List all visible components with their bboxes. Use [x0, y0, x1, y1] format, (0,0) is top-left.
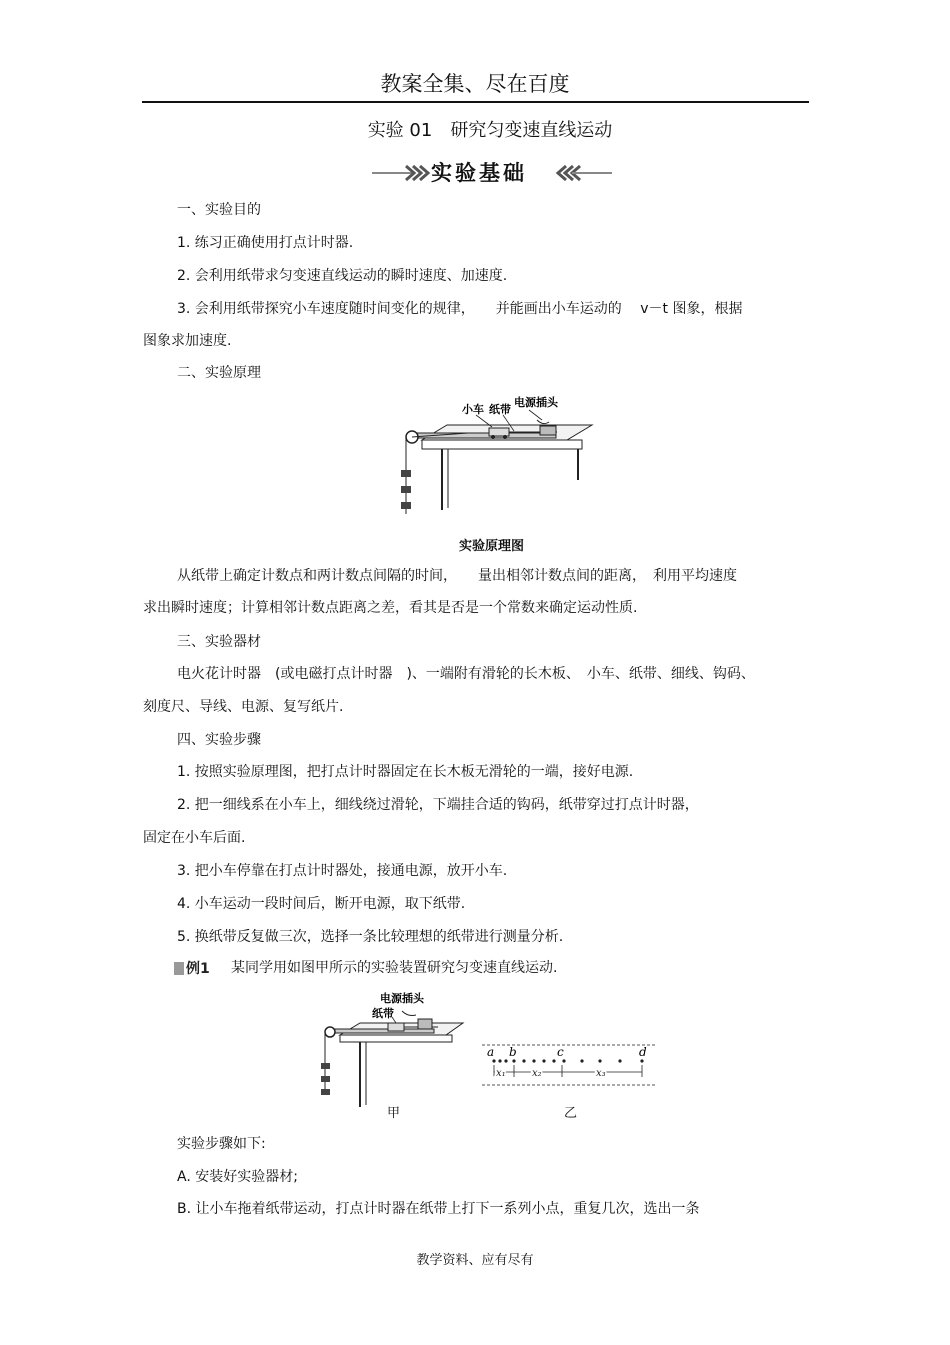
- section-heading-purpose: 一、实验目的: [177, 202, 261, 218]
- list-item: B. 让小车拖着纸带运动，打点计时器在纸带上打下一系列小点，重复几次，选出一条: [177, 1201, 700, 1217]
- figure-caption-a: 甲: [387, 1106, 401, 1121]
- section-banner-label: 实验基础: [431, 161, 527, 185]
- paragraph-line: 刻度尺、导线、电源、复写纸片.: [143, 699, 344, 715]
- list-item: 5. 换纸带反复做三次，选择一条比较理想的纸带进行测量分析.: [177, 929, 564, 945]
- list-item: 3. 会利用纸带探究小车速度随时间变化的规律， 并能画出小车运动的 v－t 图象，根据: [177, 301, 743, 317]
- figure-label-car: 小车: [462, 403, 484, 416]
- tape-point-b: b: [509, 1045, 517, 1059]
- page-footer: 教学资料、应有尽有: [416, 1253, 534, 1268]
- paragraph-line: 求出瞬时速度；计算相邻计数点距离之差，看其是否是一个常数来确定运动性质.: [143, 600, 638, 616]
- list-item: 4. 小车运动一段时间后，断开电源，取下纸带.: [177, 896, 466, 912]
- list-item-continuation: 图象求加速度.: [143, 333, 232, 349]
- section-heading-principle: 二、实验原理: [177, 365, 261, 381]
- tape-point-c: c: [557, 1045, 564, 1059]
- tape-dots-figure: [482, 1025, 662, 1095]
- figure-caption-b: 乙: [564, 1106, 578, 1121]
- figure-label-plug: 电源插头: [380, 992, 424, 1005]
- figure-label-tape: 纸带: [372, 1007, 394, 1020]
- header-rule: [142, 101, 809, 103]
- tape-segment-x3: x₃: [596, 1068, 606, 1079]
- tape-segment-x1: x₁: [496, 1068, 506, 1079]
- document-title: 实验 01 研究匀变速直线运动: [367, 120, 613, 141]
- example-marker-icon: [174, 962, 184, 975]
- figure-caption: 实验原理图: [459, 539, 525, 554]
- paragraph-line: 从纸带上确定计数点和两计数点间隔的时间， 量出相邻计数点间的距离， 利用平均速度: [177, 568, 737, 584]
- section-heading-steps: 四、实验步骤: [177, 732, 261, 748]
- list-item-continuation: 固定在小车后面.: [143, 830, 246, 846]
- example-question-text: 某同学用如图甲所示的实验装置研究匀变速直线运动.: [231, 960, 558, 976]
- tape-segment-x2: x₂: [532, 1068, 542, 1079]
- tape-point-a: a: [487, 1045, 495, 1059]
- steps-intro: 实验步骤如下:: [177, 1136, 266, 1152]
- list-item: 2. 把一细线系在小车上，细线绕过滑轮，下端挂合适的钩码，纸带穿过打点计时器，: [177, 797, 699, 813]
- paragraph-line: 电火花计时器 (或电磁打点计时器 )、一端附有滑轮的长木板、 小车、纸带、细线、钩码、: [177, 666, 755, 682]
- page-header-title: 教案全集、尽在百度: [380, 72, 570, 96]
- section-heading-equipment: 三、实验器材: [177, 634, 261, 650]
- tape-point-d: d: [639, 1045, 647, 1059]
- example-badge: 例1: [174, 958, 210, 978]
- list-item: 3. 把小车停靠在打点计时器处，接通电源，放开小车.: [177, 863, 508, 879]
- list-item: 2. 会利用纸带求匀变速直线运动的瞬时速度、加速度.: [177, 268, 508, 284]
- list-item: 1. 按照实验原理图，把打点计时器固定在长木板无滑轮的一端，接好电源.: [177, 764, 634, 780]
- list-item: A. 安装好实验器材;: [177, 1169, 298, 1185]
- list-item: 1. 练习正确使用打点计时器.: [177, 235, 354, 251]
- principle-apparatus-figure: [392, 390, 598, 520]
- example-apparatus-figure: [318, 985, 468, 1115]
- figure-label-tape: 纸带: [489, 403, 511, 416]
- figure-label-plug: 电源插头: [514, 396, 558, 409]
